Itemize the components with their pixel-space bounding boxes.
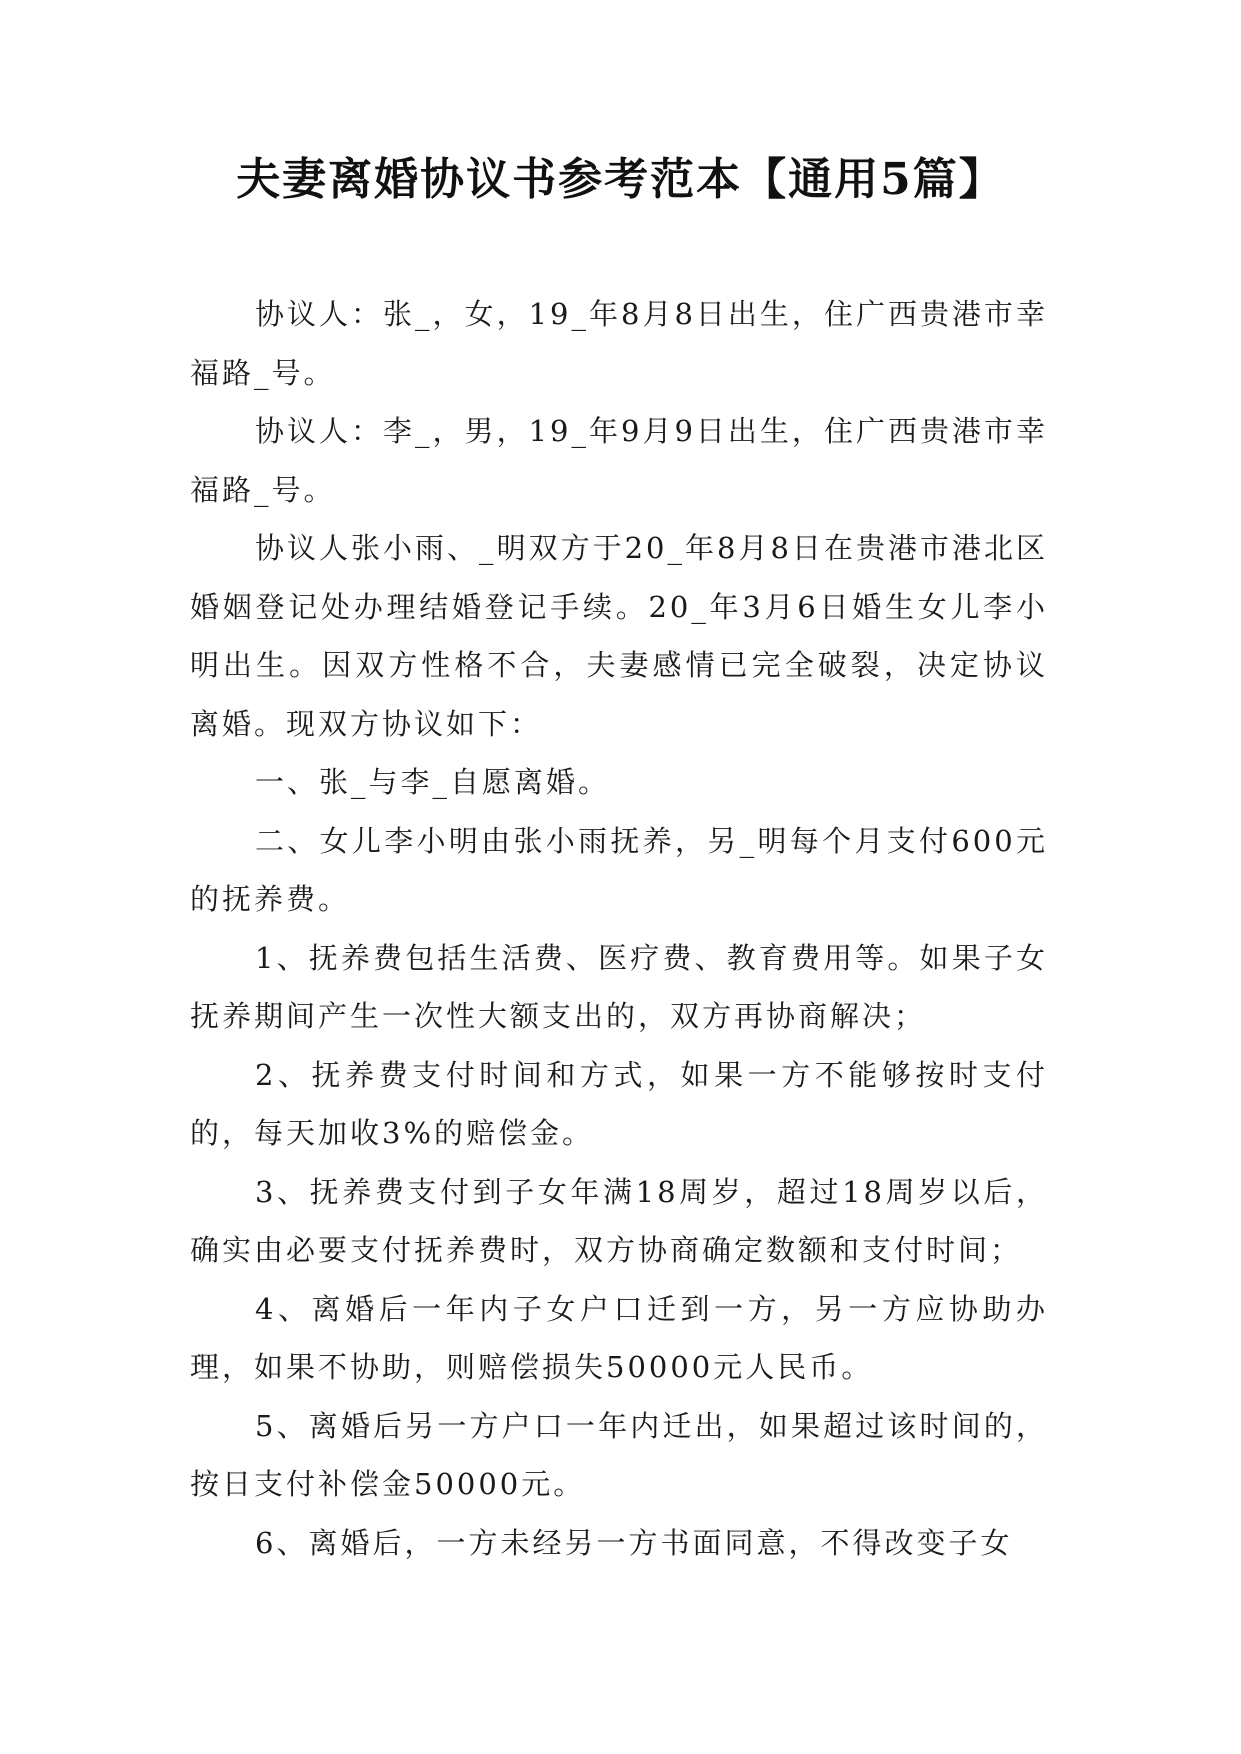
- document-body: [190, 285, 1048, 1572]
- paragraph-item-1: 1、抚养费包括生活费、医疗费、教育费用等。如果子女抚养期间产生一次性大额支出的，双方再协商解决；: [190, 940, 1048, 1033]
- paragraph-clause-1: 一、张_与李_自愿离婚。: [255, 765, 611, 799]
- paragraph-party-zhang: 协议人：张_，女，19_年8月8日出生，住广西贵港市幸福路_号。: [190, 297, 1048, 390]
- paragraph-item-5: 5、离婚后另一方户口一年内迁出，如果超过该时间的，按日支付补偿金50000元。: [190, 1408, 1048, 1501]
- page-title: 夫妻离婚协议书参考范本【通用5篇】: [236, 154, 1005, 205]
- paragraph-item-6: 6、离婚后，一方未经另一方书面同意，不得改变子女: [255, 1525, 1013, 1560]
- paragraph-background: 协议人张小雨、_明双方于20_年8月8日在贵港市港北区婚姻登记处办理结婚登记手续。20_年3月6日婚生女儿李小明出生。因双方性格不合，夫妻感情已完全破裂，决定协议离婚。现双方协议如下：: [190, 531, 1048, 741]
- paragraph-item-2: 2、抚养费支付时间和方式，如果一方不能够按时支付的，每天加收3%的赔偿金。: [190, 1057, 1048, 1150]
- paragraph-party-li: 协议人：李_，男，19_年9月9日出生，住广西贵港市幸福路_号。: [190, 414, 1048, 507]
- paragraph-clause-2: 二、女儿李小明由张小雨抚养，另_明每个月支付600元的抚养费。: [190, 823, 1048, 916]
- paragraph-item-4: 4、离婚后一年内子女户口迁到一方，另一方应协助办理，如果不协助，则赔偿损失50000元人民币。: [190, 1291, 1048, 1384]
- paragraph-item-3: 3、抚养费支付到子女年满18周岁，超过18周岁以后，确实由必要支付抚养费时，双方协商确定数额和支付时间；: [190, 1174, 1048, 1267]
